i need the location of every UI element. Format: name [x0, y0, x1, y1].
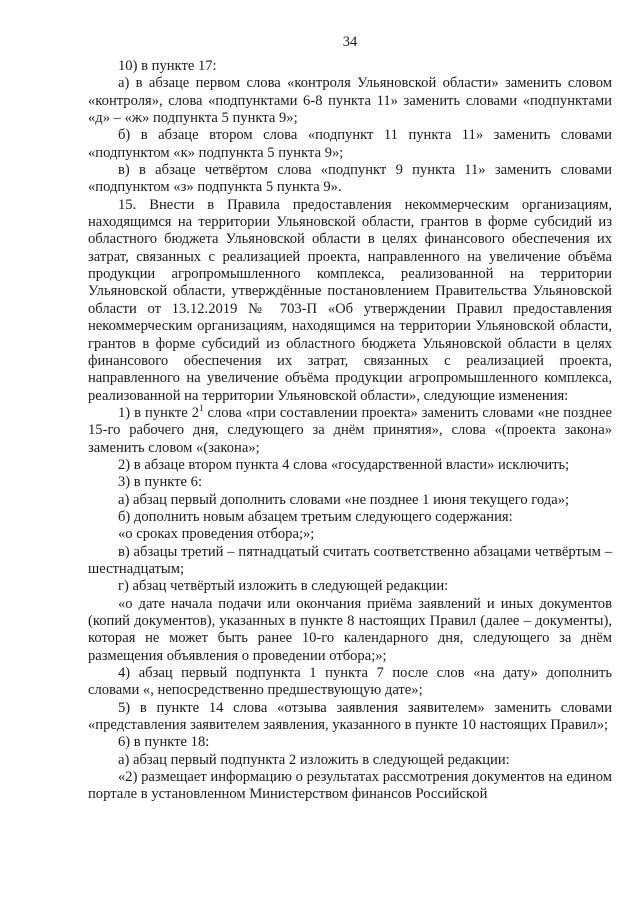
- paragraph-item-1-before: 1) в пункте 2: [118, 404, 199, 421]
- paragraph-quote-data: «о дате начала подачи или окончания приёма заявлений и иных документов (копий документов), указанных в пункте 8 настоящих Правил (далее – документы), которая не может быть ранее 10-го календарного дня, следующего за днём размещения объявления о проведении отбора;»;: [88, 595, 612, 664]
- page-number: 34: [342, 34, 358, 50]
- paragraph-item-10b: б) в абзаце втором слова «подпункт 11 пункта 11» заменить словами «подпунктом «к» подпункта 5 пункта 9»;: [88, 127, 612, 161]
- paragraph-item-10a: а) в абзаце первом слова «контроля Ульяновской области» заменить словом «контроля», слова «подпунктами 6-8 пункта 11» заменить словами «подпунктами «д» – «ж» подпункта 5 пункта 9»;: [88, 75, 612, 127]
- paragraph-quote-2: «2) размещает информацию о результатах рассмотрения документов на едином портале в установленном Министерством финансов Российской: [88, 769, 612, 803]
- paragraph-item-1-after: слова «при составлении проекта» заменить словами «не позднее 15-го рабочего дня, следующего за днём принятия», слова «(проекта закона» заменить словом «(закона»;: [88, 404, 612, 456]
- paragraph-item-15: 15. Внести в Правила предоставления некоммерческим организациям, находящимся на территории Ульяновской области, грантов в форме субсидий из областного бюджета Ульяновской области в целях финансового обеспечения их затрат, связанных с реализацией проекта, направленного на увеличение объёма продукции агропромышленного комплекса, реализованной на территории Ульяновской области, утверждённые постановлением Правительства Ульяновской области от 13.12.2019 № 703-П «Об утверждении Правил предоставления некоммерческим организациям, находящимся на территории Ульяновской области, грантов в форме субсидий из областного бюджета Ульяновской области в целях финансового обеспечения их затрат, связанных с реализацией проекта, направленного на увеличение объёма продукции агропромышленного комплекса, реализованной на территории Ульяновской области», следующие изменения:: [88, 196, 612, 404]
- superscript-index: 1: [199, 403, 204, 414]
- paragraph-item-6a: а) абзац первый подпункта 2 изложить в следующей редакции:: [118, 751, 510, 768]
- paragraph-item-1: [88, 405, 612, 457]
- paragraph-item-3b: б) дополнить новым абзацем третьим следующего содержания:: [118, 508, 513, 525]
- paragraph-item-10v: в) в абзаце четвёртом слова «подпункт 9 пункта 11» заменить словами «подпунктом «з» подпункта 5 пункта 9».: [88, 162, 612, 196]
- paragraph-item-6: 6) в пункте 18:: [118, 734, 210, 751]
- document-body: [88, 58, 612, 804]
- paragraph-item-3g: г) абзац четвёртый изложить в следующей редакции:: [118, 578, 449, 595]
- paragraph-item-3v: в) абзацы третий – пятнадцатый считать соответственно абзацами четвёртым – шестнадцатым;: [88, 543, 612, 577]
- paragraph-item-3: 3) в пункте 6:: [118, 474, 203, 491]
- paragraph-item-3a: а) абзац первый дополнить словами «не позднее 1 июня текущего года»;: [118, 491, 570, 508]
- paragraph-quote-otbor: «о сроках проведения отбора;»;: [118, 526, 315, 543]
- paragraph-item-10: 10) в пункте 17:: [118, 58, 217, 74]
- paragraph-item-2: 2) в абзаце втором пункта 4 слова «государственной власти» исключить;: [118, 456, 570, 473]
- paragraph-item-5: 5) в пункте 14 слова «отзыва заявления заявителем» заменить словами «представления заявителем заявления, указанного в пункте 10 настоящих Правил»;: [88, 699, 612, 734]
- paragraph-item-4: 4) абзац первый подпункта 1 пункта 7 после слов «на дату» дополнить словами «, непосредственно предшествующую дате»;: [88, 665, 612, 699]
